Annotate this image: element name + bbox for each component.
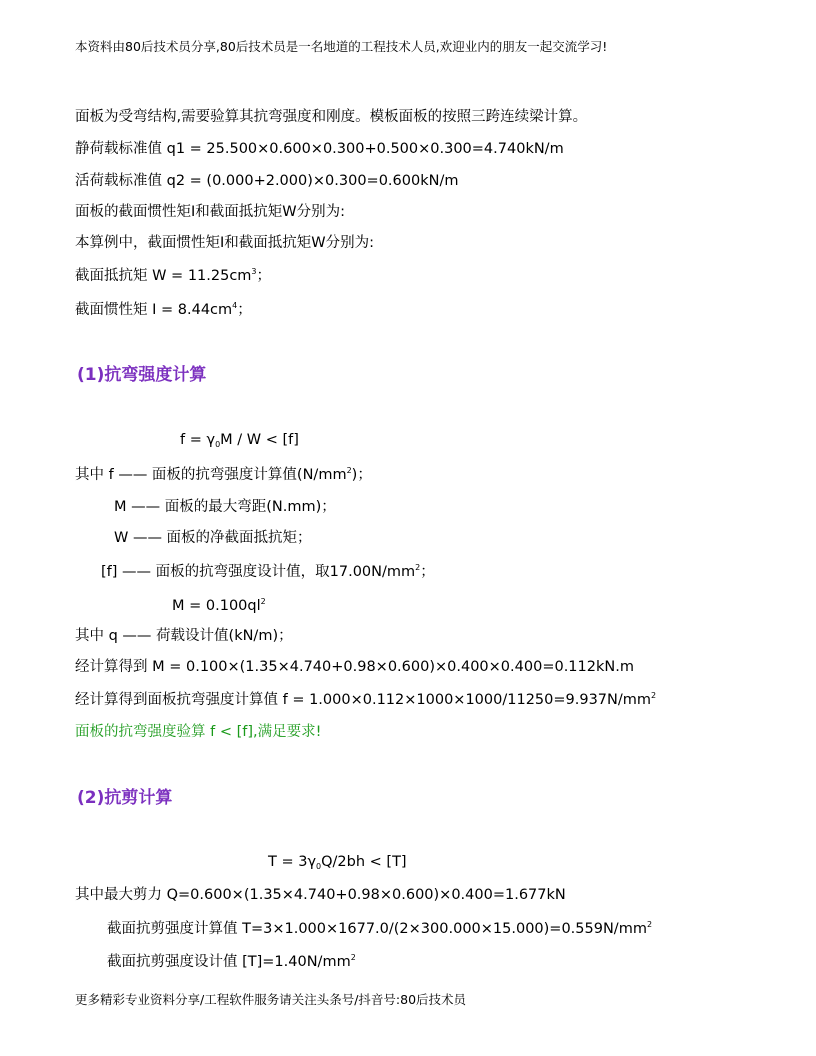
bending-check-result: 面板的抗弯强度验算 f < [f],满足要求!	[75, 724, 322, 740]
section-1-heading: (1)抗弯强度计算	[77, 365, 207, 385]
shear-strength-design: 截面抗剪强度设计值 $[T]=1.40N/mm^2$	[107, 953, 356, 970]
bending-formula: $f = \gamma_0M / W < [f]$	[180, 432, 299, 449]
page-header: 本资料由80后技术员分享,80后技术员是一名地道的工程技术人员,欢迎业内的朋友一起交流学习!	[75, 39, 608, 54]
intro-line-3: 活荷载标准值 q2 = (0.000+2.000)×0.300=0.600kN/m	[75, 173, 459, 189]
intro-line-4: 面板的截面惯性矩I和截面抵抗矩W分别为:	[75, 204, 345, 220]
shear-strength-calculation: 截面抗剪强度计算值 $T=3\times 1.000\times 1677.0/(2\times 300.000\times 15.000)=0.559N/mm^2$	[107, 920, 653, 937]
moment-formula: $M = 0.100ql^2$	[172, 597, 266, 614]
intro-line-5: 本算例中，截面惯性矩I和截面抵抗矩W分别为:	[75, 235, 374, 251]
shear-formula: $T = 3\gamma_0Q/2bh < [T]$	[268, 854, 407, 871]
moment-calculation: 经计算得到 M = 0.100×(1.35×4.740+0.98×0.600)×0.400×0.400=0.112kN.m	[75, 659, 634, 675]
intro-line-1: 面板为受弯结构,需要验算其抗弯强度和刚度。模板面板的按照三跨连续梁计算。	[75, 109, 588, 125]
intro-line-2: 静荷载标准值 q1 = 25.500×0.600×0.300+0.500×0.300=4.740kN/m	[75, 141, 564, 157]
definition-q: 其中 q —— 荷载设计值(kN/m)；	[75, 628, 293, 644]
section-2-heading: (2)抗剪计算	[77, 788, 173, 808]
max-shear-line: 其中最大剪力 Q=0.600×(1.35×4.740+0.98×0.600)×0.400=1.677kN	[75, 887, 566, 903]
definition-design-f: [f] —— 面板的抗弯强度设计值，取$17.00N/mm^2$；	[101, 563, 435, 580]
section-modulus-line: 截面抵抗矩 $W = 11.25cm^3$；	[75, 267, 272, 284]
definition-w: W —— 面板的净截面抵抗矩；	[114, 530, 312, 546]
bending-strength-calculation: 经计算得到面板抗弯强度计算值 $f = 1.000\times 0.112\times 1000\times 1000/11250=9.937N/mm^2$	[75, 691, 657, 708]
definition-f: 其中 f —— 面板的抗弯强度计算值$(N/mm^2)$；	[75, 466, 372, 483]
definition-m: M —— 面板的最大弯距(N.mm)；	[114, 499, 336, 515]
inertia-moment-line: 截面惯性矩 $I = 8.44cm^4$；	[75, 301, 252, 318]
page-footer: 更多精彩专业资料分享/工程软件服务请关注头条号/抖音号:80后技术员	[75, 992, 467, 1007]
